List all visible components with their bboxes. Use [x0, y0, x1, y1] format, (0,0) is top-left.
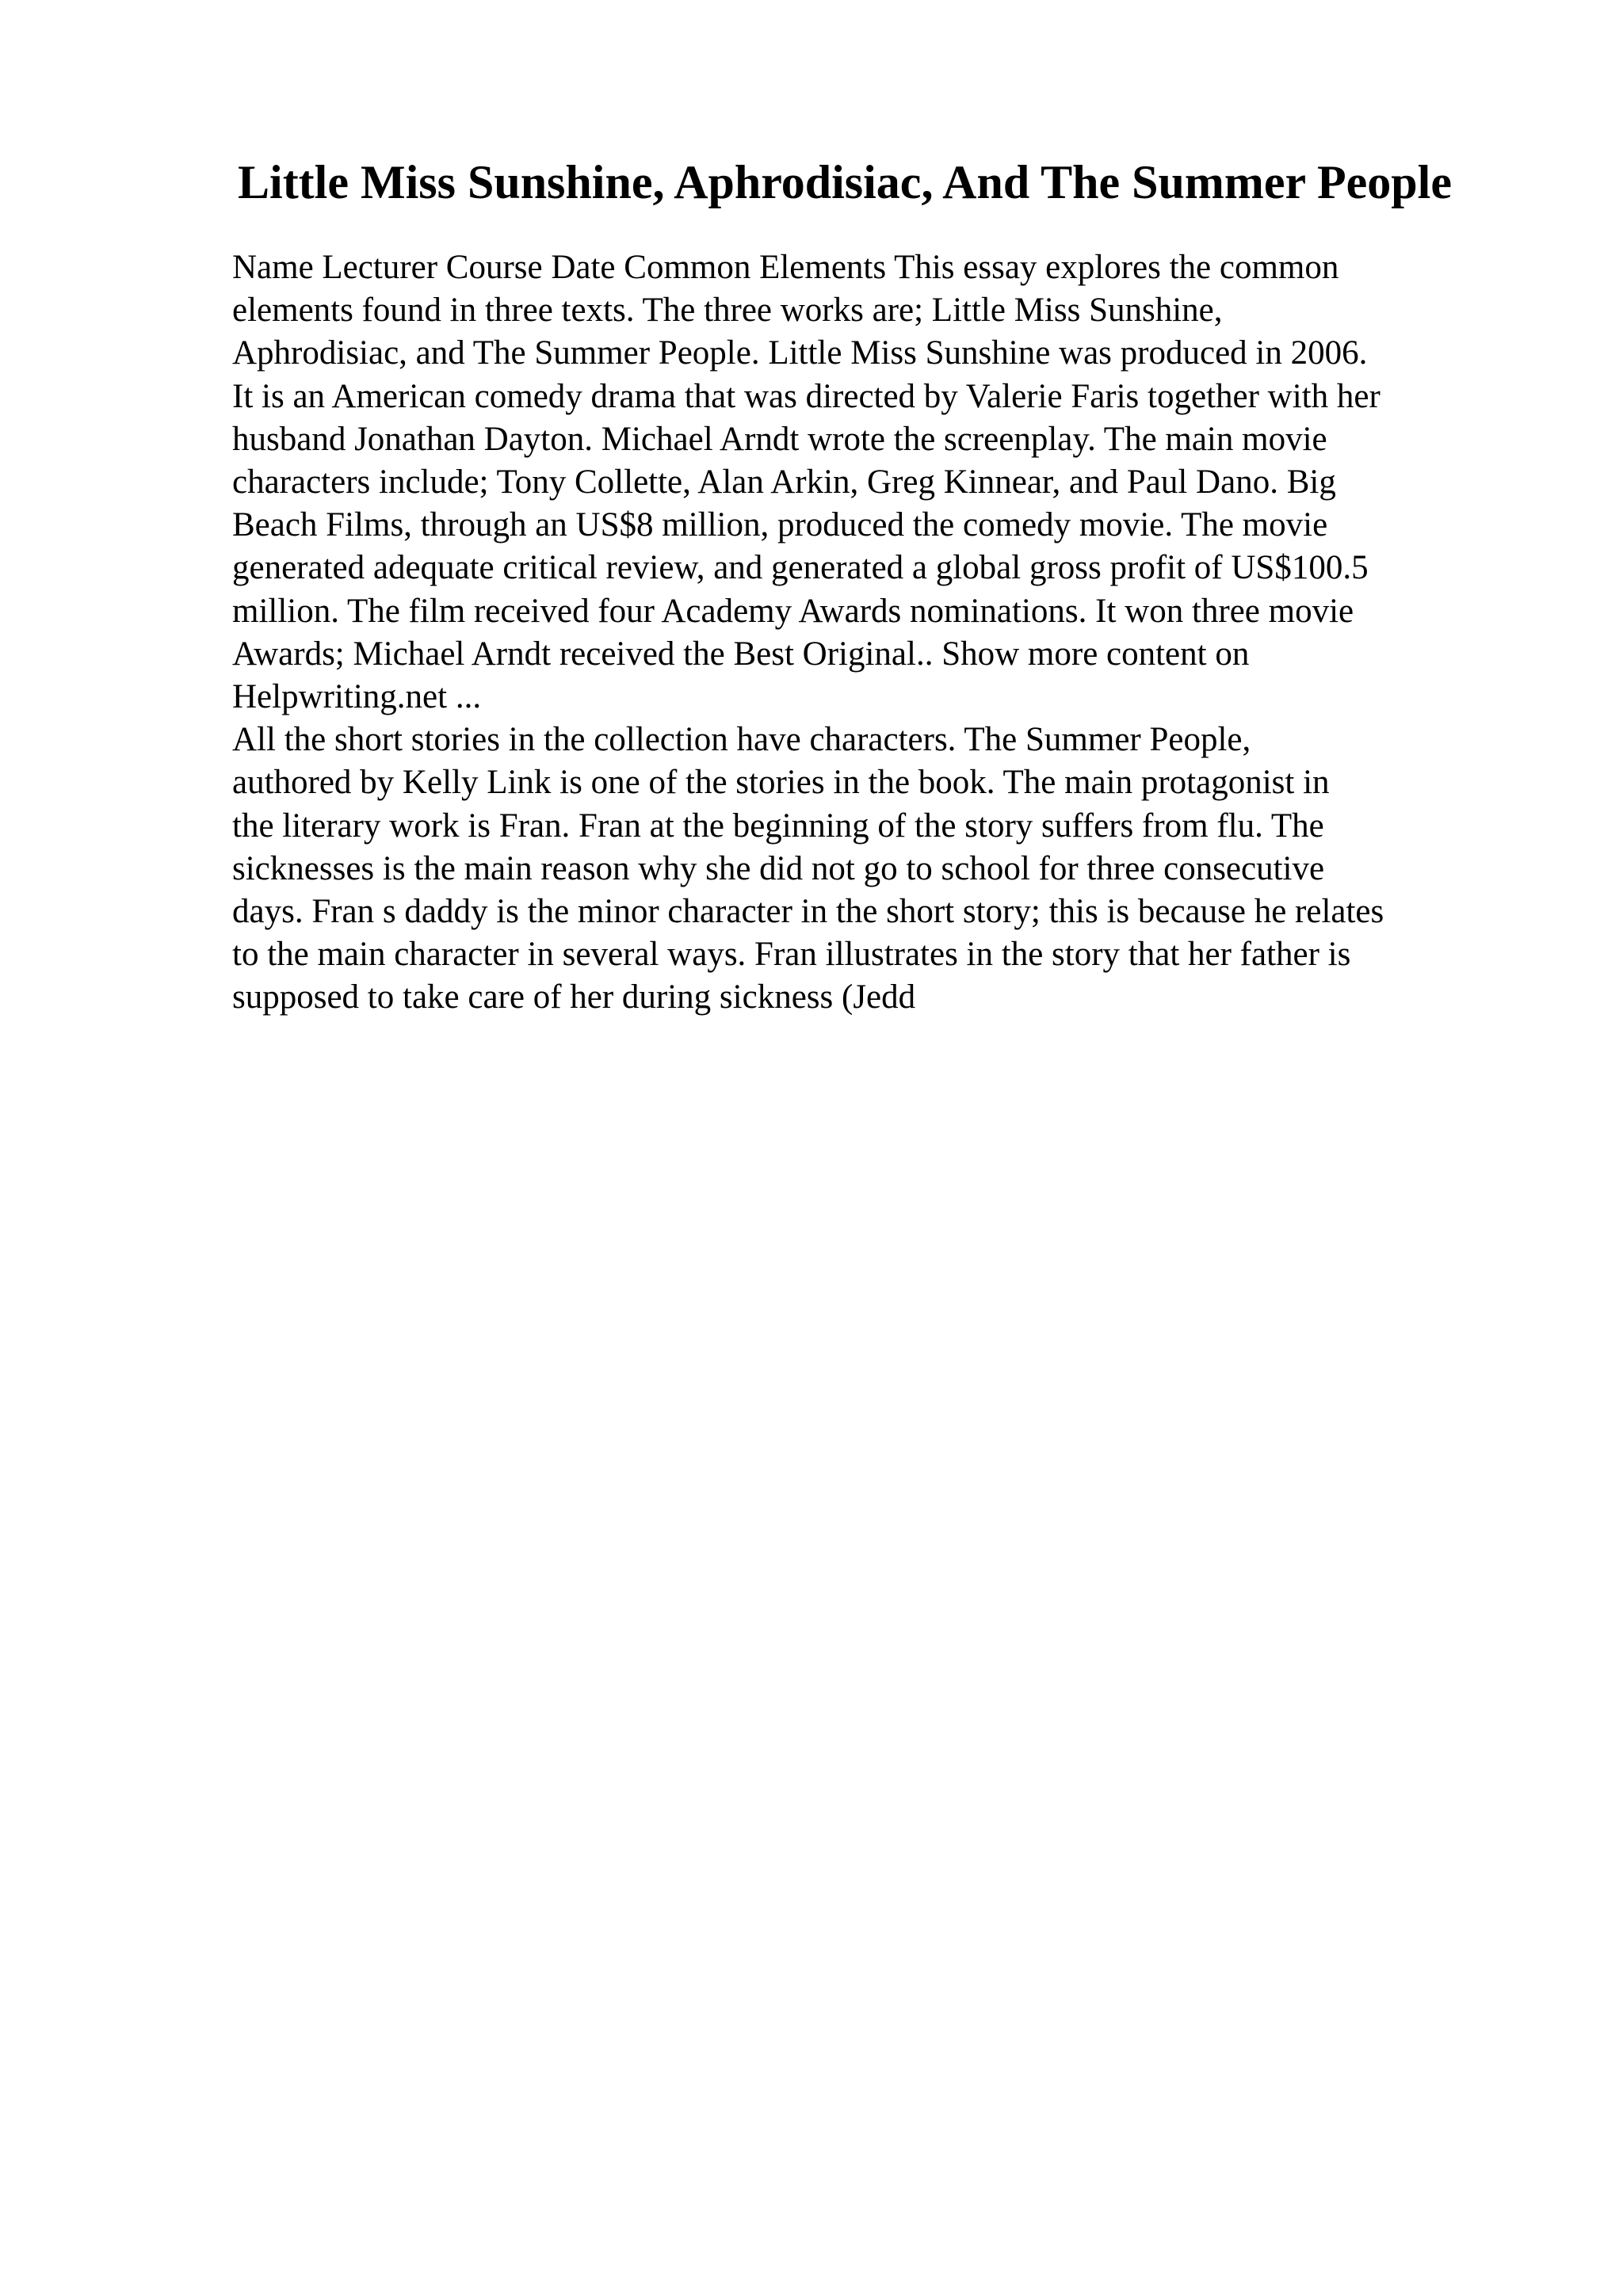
text-line: It is an American comedy drama that was directed by Valerie Faris together with her	[232, 377, 1381, 415]
text-line: characters include; Tony Collette, Alan Arkin, Greg Kinnear, and Paul Dano. Big	[232, 463, 1336, 502]
text-line: generated adequate critical review, and generated a global gross profit of US$100.5	[232, 549, 1369, 587]
text-line: Name Lecturer Course Date Common Elements This essay explores the common	[232, 249, 1339, 286]
text-line: Beach Films, through an US$8 million, produced the comedy movie. The movie	[232, 506, 1328, 544]
text-line: sicknesses is the main reason why she did not go to school for three consecutive	[232, 849, 1325, 887]
document-body	[232, 246, 1500, 1020]
text-line: elements found in three texts. The three works are; Little Miss Sunshine,	[232, 292, 1223, 330]
paragraph-2	[232, 719, 1500, 1019]
text-line: Helpwriting.net ...	[232, 678, 482, 716]
document-title: Little Miss Sunshine, Aphrodisiac, And The Summer People	[238, 156, 1452, 208]
text-line: supposed to take care of her during sickness (Jedd	[232, 978, 916, 1016]
text-line: million. The film received four Academy Awards nominations. It won three movie	[232, 592, 1354, 630]
text-line: authored by Kelly Link is one of the stories in the book. The main protagonist in	[232, 764, 1330, 802]
text-line: Aphrodisiac, and The Summer People. Little Miss Sunshine was produced in 2006.	[232, 334, 1368, 372]
text-line: to the main character in several ways. Fran illustrates in the story that her father is	[232, 936, 1351, 974]
text-line: the literary work is Fran. Fran at the beginning of the story suffers from flu. The	[232, 807, 1324, 845]
text-line: Awards; Michael Arndt received the Best Original.. Show more content on	[232, 635, 1250, 673]
text-line: husband Jonathan Dayton. Michael Arndt wrote the screenplay. The main movie	[232, 420, 1327, 458]
paragraph-1	[232, 246, 1500, 719]
text-line: All the short stories in the collection have characters. The Summer People,	[232, 721, 1251, 759]
text-line: days. Fran s daddy is the minor character in the short story; this is because he relates	[232, 893, 1384, 931]
